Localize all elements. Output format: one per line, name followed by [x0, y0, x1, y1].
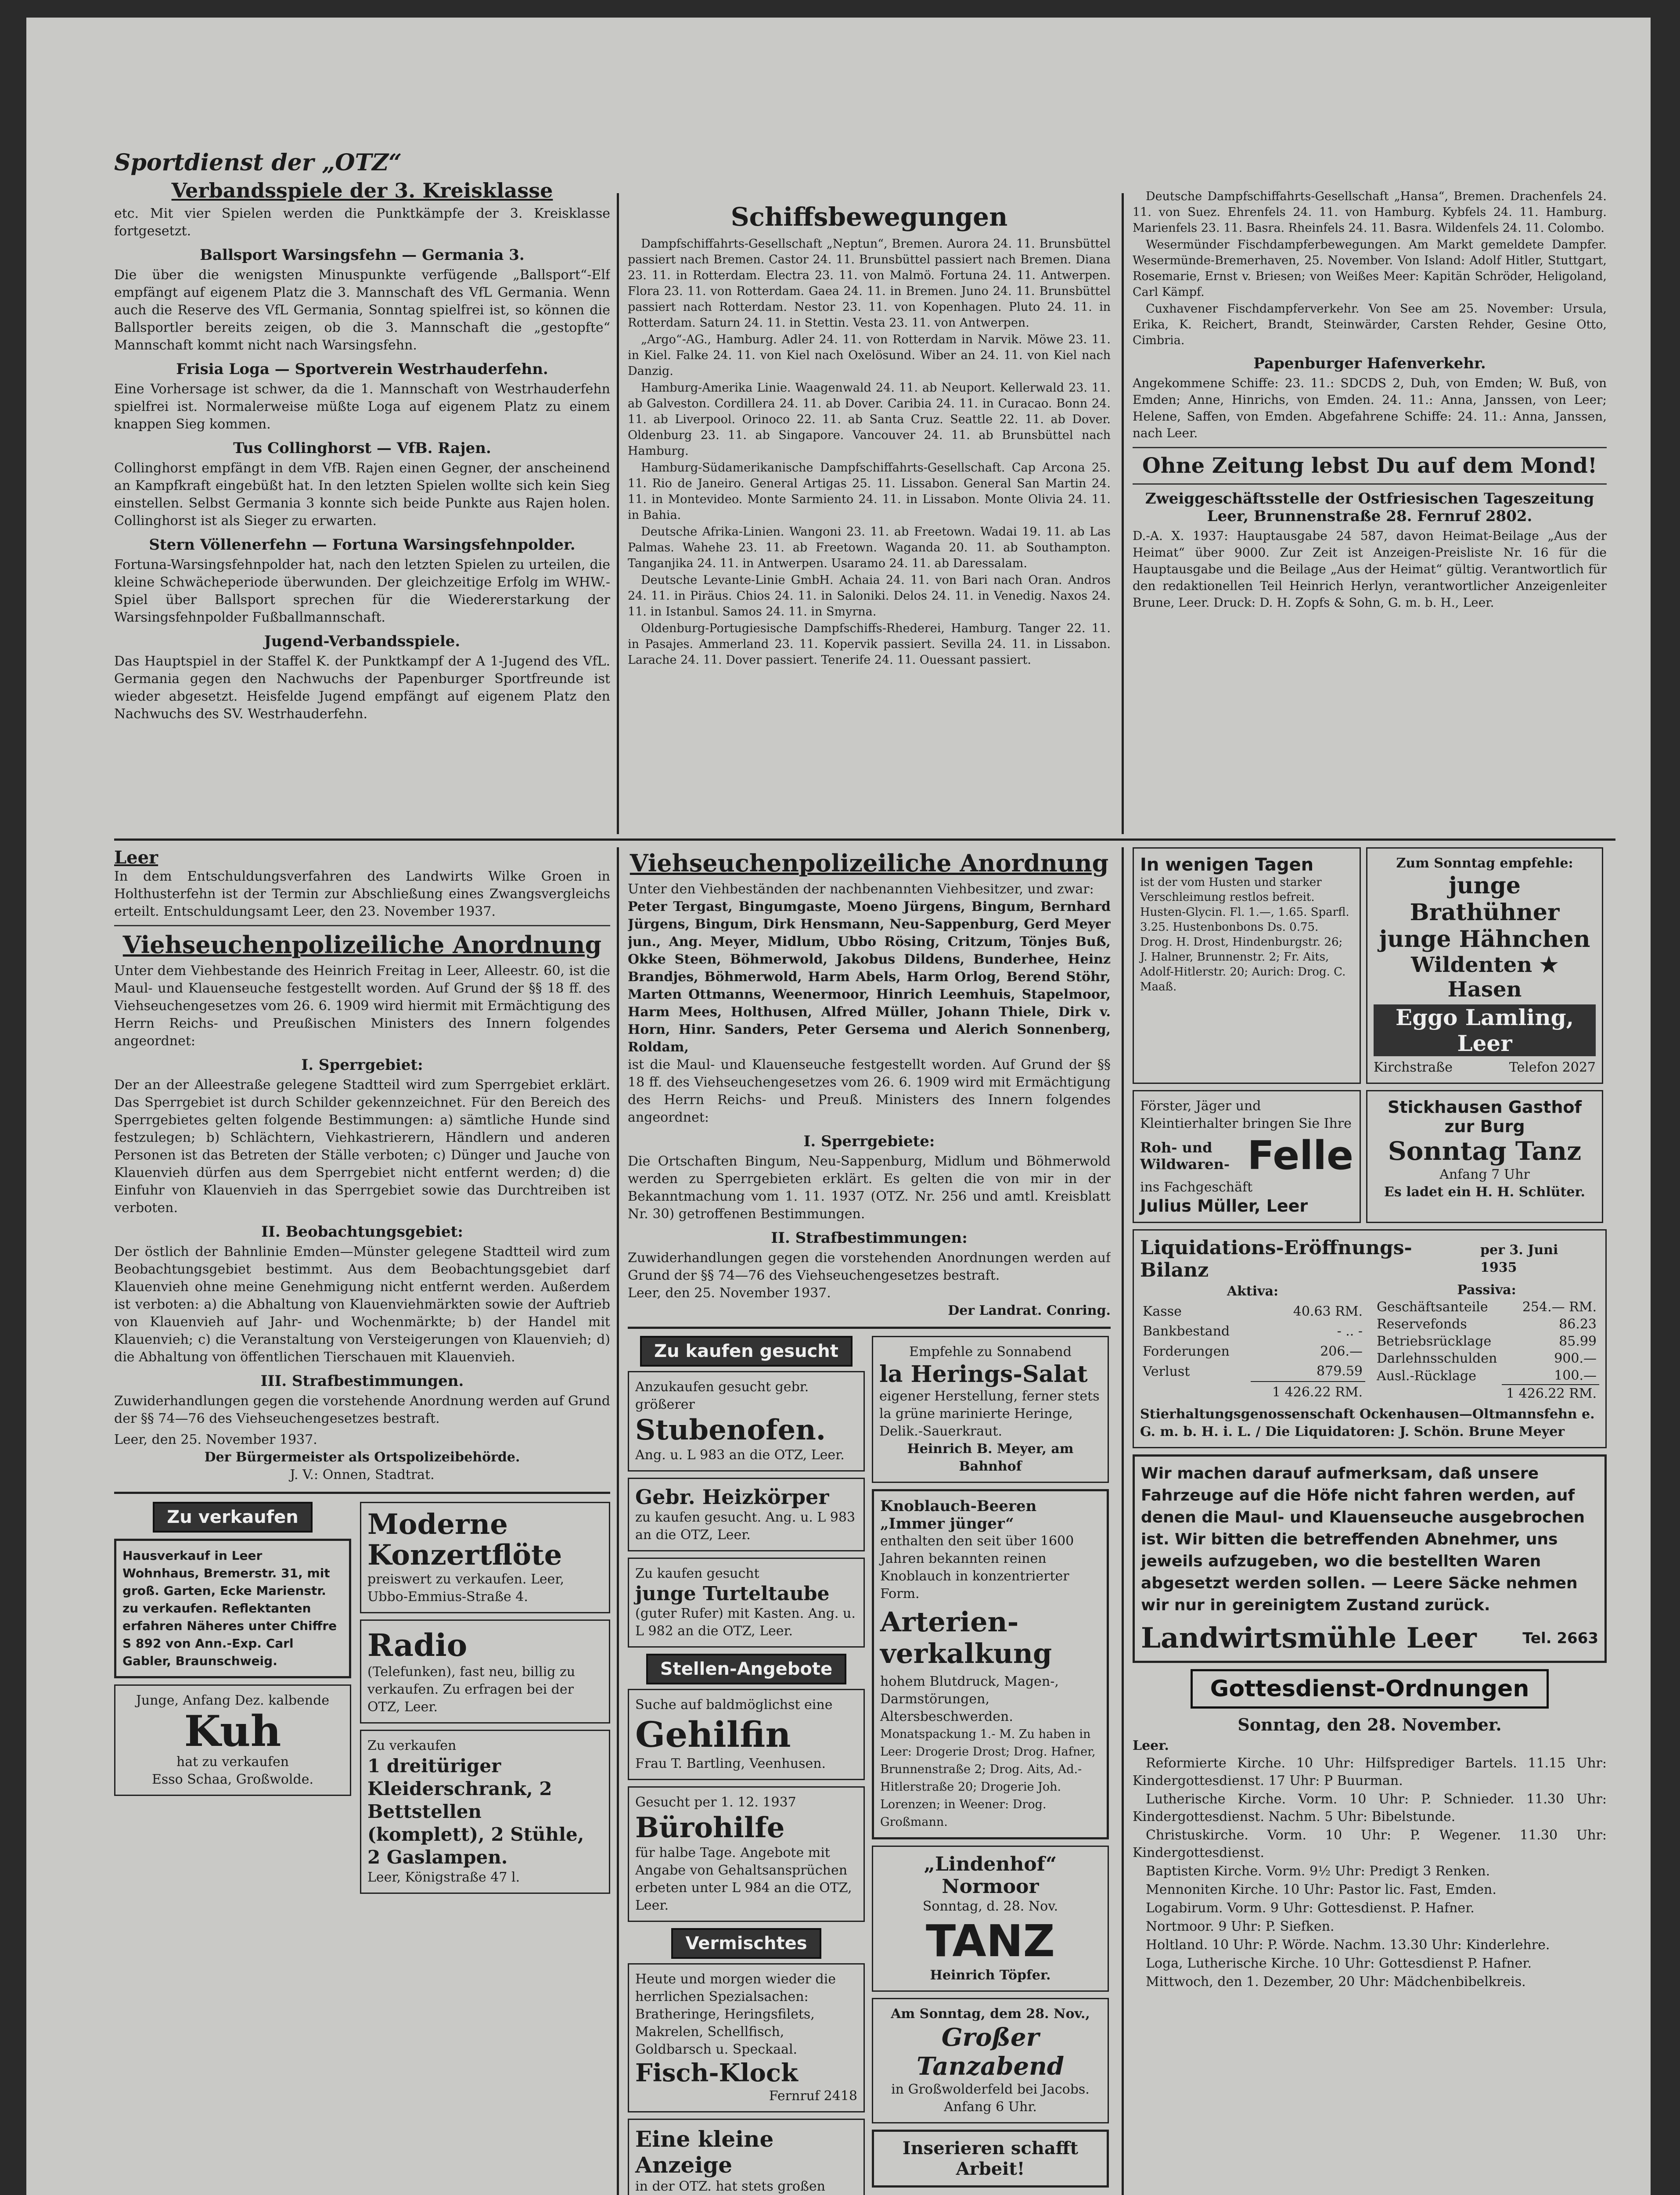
poultry-ad-name: Eggo Lamling, Leer — [1374, 1004, 1596, 1056]
insert-slogan: Inserieren schafft Arbeit! — [902, 2138, 1079, 2179]
list-item: Reformierte Kirche. 10 Uhr: Hilfsprediger Bartels. 11.15 Uhr: Kindergottesdienst. 17 Uhr: P Buurman. — [1133, 1756, 1607, 1788]
dance-evening-date: Am Sonntag, dem 28. Nov., — [891, 2006, 1090, 2022]
branch-address: Leer, Brunnenstraße 28. Fernruf 2802. — [1207, 507, 1533, 525]
sell-ads — [114, 1502, 351, 1900]
fish-ad — [628, 1963, 865, 2112]
column-left — [114, 149, 610, 830]
list-item: Baptisten Kirche. Vorm. 9½ Uhr: Predigt 3 Renken. — [1146, 1864, 1490, 1879]
cow-ad-sign: Esso Schaa, Großwolde. — [151, 1772, 314, 1787]
herring-ad-small: Empfehle zu Sonnabend — [909, 1344, 1072, 1360]
match-text: Eine Vorhersage ist schwer, da die 1. Mannschaft von Westrhauderfehn spielfrei ist. Normalerweise müßte Loga auf eigenem Platz zu einem knappen Sieg kommen. — [114, 381, 610, 432]
list-item: Lutherische Kirche. Vorm. 10 Uhr: P. Schnieder. 11.30 Uhr: Kindergottesdienst. Nachm. 5 Uhr: Bibelstunde. — [1133, 1792, 1607, 1824]
decree-section-text: Zuwiderhandlungen gegen die vorstehende Anordnung werden auf Grund der §§ 74—76 des Viehseuchengesetzes bestraft. — [114, 1393, 610, 1426]
assistant-ad-small: Suche auf baldmöglichst eine — [635, 1697, 833, 1713]
section-label: Stellen-Angebote — [646, 1654, 846, 1684]
ships-entry: Wesermünder Fischdampferbewegungen. Am Markt gemeldete Dampfer. Wesermünde-Bremerhaven, 25. November. Von Island: Adolf Hitler, Stuttgart, Rosemarie, Ernst v. Briesen; von Weißes Meer: Kapitän Schröder, Heligoland, Carl Kämpf. — [1133, 238, 1607, 299]
lindenhof-ad — [872, 1846, 1109, 1992]
ships-paragraph — [628, 236, 1111, 668]
church-label-wrap — [1133, 1669, 1607, 1709]
table-cell: 206.— — [1320, 1343, 1363, 1359]
notice-text: In dem Entschuldungsverfahren des Landwirts Wilke Groen in Holthusterfehn ist der Termin zur Abschließung eines Zwangsvergleichs erteilt. Entschuldungsamt Leer, den 23. November 1937. — [114, 869, 610, 919]
mill-footer — [1141, 1622, 1598, 1655]
ads-row — [114, 1502, 610, 1900]
lindenhof-place: Normoor — [942, 1875, 1039, 1898]
table-cell: 100.— — [1554, 1368, 1597, 1383]
right-ads-row-2 — [1133, 1090, 1607, 1229]
poultry-ad-address: Kirchstraße — [1374, 1060, 1453, 1075]
assistant-ad-big: Gehilfin — [635, 1714, 791, 1755]
sport-header: Sportdienst der „OTZ“ — [114, 149, 402, 176]
mill-notice-text: Wir machen darauf aufmerksam, daß unsere Fahrzeuge auf die Höfe nicht fahren werden, auf denen die Maul- und Klauenseuche ausgebrochen ist. Wir bitten die betreffenden Abnehmer, uns jeweils aufzugeben, wo die bestellten Waren abgesetzt werden sollen. — Leere Säcke nehmen wir nur in gereinigtem Zustand zurück. — [1141, 1465, 1585, 1614]
stove-ad-ref: Ang. u. L 983 an die OTZ, Leer. — [635, 1447, 845, 1463]
table-cell: Reservefonds — [1377, 1317, 1467, 1332]
fish-ad-tel: Fernruf 2418 — [769, 2088, 857, 2104]
decree-date: Leer, den 25. November 1937. — [114, 1432, 317, 1447]
ships-entry: Deutsche Afrika-Linien. Wangoni 23. 11. ab Freetown. Wadai 19. 11. ab Las Palmas. Wahehe 23. 11. ab Freetown. Waganda 20. 11. ab Southampton. Tanganjika 24. 11. in Antwerpen. Usaramo 24. 11. ab Daressalam. — [628, 525, 1111, 570]
table-row — [1140, 1361, 1365, 1382]
ships-entry: Cuxhavener Fischdampferverkehr. Von See am 25. November: Ursula, Erika, K. Reichert, Brandt, Steinwärder, Carsten Rehder, Gesine Otto, Cimbria. — [1133, 302, 1607, 347]
flute-ad — [360, 1502, 610, 1613]
garlic-ad-big: Arterien-verkalkung — [880, 1606, 1052, 1670]
table-cell: Darlehnsschulden — [1377, 1351, 1497, 1366]
fur-ad-row — [1140, 1133, 1353, 1179]
list-item: Logabirum. Vorm. 9 Uhr: Gottesdienst. P. Hafner. — [1146, 1900, 1475, 1916]
fur-ad-rest: ins Fachgeschäft — [1140, 1180, 1253, 1195]
church-list — [1133, 1755, 1607, 1991]
table-row — [1374, 1299, 1599, 1316]
radio-ad-big: Radio — [367, 1627, 468, 1663]
table-cell: 254.— RM. — [1522, 1299, 1597, 1315]
office-ad-text: für halbe Tage. Angebote mit Angabe von Gehaltsansprüchen erbeten unter L 984 an die OTZ, Leer. — [635, 1845, 852, 1913]
radiator-ad-big: Gebr. Heizkörper — [635, 1485, 829, 1509]
furniture-ad — [360, 1730, 610, 1894]
decree-text: ist die Maul- und Klauenseuche festgestellt worden. Auf Grund der §§ 18 ff. des Viehseuchengesetzes vom 26. 6. 1909 wird mit Ermächtigung des Herrn Reichs- und Preuß. Ministers des Innern folgendes angeordnet: — [628, 1057, 1111, 1125]
sell-label-wrap — [114, 1502, 351, 1533]
dance-evening-time: Anfang 6 Uhr. — [944, 2099, 1037, 2115]
divider — [1133, 483, 1607, 485]
stickhausen-sign: Es ladet ein H. H. Schlüter. — [1384, 1184, 1585, 1200]
ships-entry: Hamburg-Südamerikanische Dampfschiffahrts-Gesellschaft. Cap Arcona 25. 11. Rio de Janeiro. General Artigas 25. 11. Lissabon. General San Martin 24. 11. in Montevideo. Monte Sarmiento 24. 11. in Lissabon. Monte Olivia 24. 11. in Bahia. — [628, 461, 1111, 522]
table-cell: 86.23 — [1559, 1317, 1597, 1332]
herring-ad-text: eigener Herstellung, ferner stets la grüne marinierte Heringe, Delik.-Sauerkraut. — [879, 1389, 1100, 1439]
cough-ad-big: In wenigen Tagen — [1140, 855, 1314, 875]
right-ads-row — [1133, 847, 1607, 1090]
match-heading: Jugend-Verbandsspiele. — [264, 633, 460, 650]
herring-ad-sign: Heinrich B. Meyer, am Bahnhof — [907, 1441, 1074, 1474]
flute-ad-big: Moderne Konzertflöte — [367, 1508, 562, 1572]
list-item: Nortmoor. 9 Uhr: P. Siefken. — [1146, 1919, 1335, 1934]
divider — [628, 1327, 1111, 1329]
table-cell: Geschäftsanteile — [1377, 1299, 1488, 1315]
column-right-top — [1133, 189, 1607, 834]
ships-entry: Hamburg-Amerika Linie. Waagenwald 24. 11. ab Neuport. Kellerwald 23. 11. ab Galveston. Cordillera 24. 11. ab Dover. Caribia 24. 11. in Curacao. Bonn 24. 11. ab Liverpool. Orinoco 22. 11. ab Santa Cruz. Seattle 22. 11. ab Dover. Oldenburg 23. 11. ab Singapore. Vancouver 24. 11. ab Brunsbüttel nach Hamburg. — [628, 381, 1111, 458]
divider — [114, 1492, 610, 1494]
balance-title-row — [1140, 1237, 1599, 1281]
lower-right — [1133, 847, 1607, 2195]
fur-ad-small: Förster, Jäger und Kleintierhalter bringen Sie Ihre — [1140, 1098, 1352, 1131]
decree-section-text: Der an der Alleestraße gelegene Stadtteil wird zum Sperrgebiet erklärt. Das Sperrgebiet ist durch Schilder gekennzeichnet. Für den Bereich des Sperrgebietes gelten folgende Bestimmungen: a) sämtliche Hunde sind festzulegen; b) Schlächtern, Viehkastrierern, Händlern und anderen Personen ist das Betreten der Ställe verboten; c) Dünger und Jauche von Klauenvieh dürfen aus dem Sperrgebiet nicht entfernt werden; d) die Einfuhr von Klauenvieh in das Sperrgebiet sowie das Durchtreiben ist verboten. — [114, 1077, 610, 1216]
cow-ad-big: Kuh — [184, 1706, 281, 1756]
ships-continued — [1133, 189, 1607, 349]
radiator-ad-text: zu kaufen gesucht. Ang. u. L 983 an die OTZ, Leer. — [635, 1510, 856, 1543]
shop-ads — [872, 1336, 1109, 2195]
office-ad-small: Gesucht per 1. 12. 1937 — [635, 1795, 796, 1810]
table-row — [1140, 1321, 1365, 1341]
radio-ad-text: (Telefunken), fast neu, billig zu verkaufen. Zu erfragen bei der OTZ, Leer. — [367, 1664, 576, 1715]
decree-intro: Unter den Viehbeständen der nachbenannten Viehbesitzer, und zwar: — [628, 882, 1094, 897]
table-cell: Bankbestand — [1143, 1324, 1230, 1339]
horizontal-divider — [114, 838, 1615, 841]
match-heading: Ballsport Warsingsfehn — Germania 3. — [200, 246, 525, 264]
ships-entry: Deutsche Dampfschiffahrts-Gesellschaft „Hansa“, Bremen. Drachenfels 24. 11. von Suez. Ehrenfels 24. 11. von Hamburg. Kybfels 24. 11. Hamburg. Marienfels 23. 11. Basra. Rheinfels 24. 11. Basra. Wildenfels 24. 11. Colombo. — [1133, 190, 1607, 235]
balance-passiva-head: Passiva: — [1457, 1282, 1516, 1298]
fish-ad-text: Heute und morgen wieder die herrlichen Spezialsachen: Bratheringe, Heringsfilets, Makrelen, Schellfisch, Goldbarsch u. Speckaal. — [635, 1972, 836, 2057]
decree-signature: J. V.: Onnen, Stadtrat. — [290, 1467, 435, 1483]
dove-ad — [628, 1558, 865, 1648]
decree-section: II. Strafbestimmungen: — [771, 1229, 968, 1247]
fur-ad-mid: Roh- und Wildwaren- — [1140, 1139, 1230, 1173]
branch-text: D.-A. X. 1937: Hauptausgabe 24 587, davon Heimat-Beilage „Aus der Heimat“ über 9000. Zur Zeit ist Anzeigen-Preisliste Nr. 16 für die Hauptausgabe und die Beilage „Aus der Heimat“ gültig. Verantwortlich für den redaktionellen Teil Heinrich Herlyn, verantwortlicher Anzeigenleiter Brune, Leer. Druck: D. H. Zopfs & Sohn, G. m. b. H., Leer. — [1133, 529, 1607, 610]
ships-entry: „Argo“-AG., Hamburg. Adler 24. 11. von Rotterdam in Narvik. Möwe 23. 11. in Kiel. Falke 24. 11. von Kiel nach Oxelösund. Wiber an 24. 11. von Kiel nach Danzig. — [628, 333, 1111, 378]
decree-title: Viehseuchenpolizeiliche Anordnung — [122, 931, 602, 959]
poultry-ad-item: junge Hähnchen — [1379, 926, 1590, 953]
branch-heading: Zweiggeschäftsstelle der Ostfriesischen Tageszeitung — [1145, 490, 1594, 507]
decree-section-text: Der östlich der Bahnlinie Emden—Münster gelegene Stadtteil wird zum Beobachtungsgebiet bestimmt. Aus dem Beobachtungsgebiet darf Klauenvieh ohne meine Genehmigung nicht entfernt werden. Außerdem ist verboten: a) die Abhaltung von Klauenviehmärkten sowie der Auftrieb von Klauenvieh auf Jahr- und Wochenmärkte; b) der Handel mit Klauenvieh; c) die Veranstaltung von Versteigerungen von Klauenvieh; d) die Abhaltung von öffentlichen Tierschauen mit Klauenvieh. — [114, 1244, 610, 1365]
ships-title: Schiffsbewegungen — [730, 202, 1008, 232]
mill-tel: Tel. 2663 — [1522, 1629, 1598, 1647]
table-cell: 40.63 RM. — [1293, 1303, 1363, 1319]
stove-ad-big: Stubenofen. — [635, 1414, 826, 1447]
table-cell: Kasse — [1143, 1303, 1182, 1319]
herring-ad-big: la Herings-Salat — [879, 1361, 1088, 1388]
list-item: Mittwoch, den 1. Dezember, 20 Uhr: Mädchenbibelkreis. — [1146, 1974, 1526, 1990]
table-cell: 85.99 — [1559, 1334, 1597, 1349]
table-row — [1374, 1350, 1599, 1367]
misc-label-wrap — [628, 1928, 865, 1959]
cow-ad-rest: hat zu verkaufen — [176, 1754, 289, 1770]
table-row — [1140, 1301, 1365, 1321]
fish-ad-big: Fisch-Klock — [635, 2058, 798, 2087]
stove-ad-small: Anzukaufen gesucht gebr. größerer — [635, 1379, 809, 1412]
mid-ads-row — [628, 1336, 1111, 2195]
list-item: Holtland. 10 Uhr: P. Wörde. Nachm. 13.30 Uhr: Kinderlehre. — [1146, 1937, 1550, 1953]
fur-ad-name: Julius Müller, Leer — [1140, 1196, 1308, 1216]
balance-passiva — [1374, 1281, 1599, 1402]
garlic-ad-sub: hohem Blutdruck, Magen-, Darmstörungen, Altersbeschwerden. — [880, 1674, 1059, 1724]
table-cell: - .. - — [1337, 1324, 1363, 1339]
match-text: Collinghorst empfängt in dem VfB. Rajen einen Gegner, der anscheinend an Kampfkraft eingebüßt hat. In den letzten Spielen wollte sich kein Sieg einstellen. Selbst Germania 3 konnte sich beide Punkte aus Rajen holen. Collinghorst ist als Sieger zu erwarten. — [114, 461, 610, 529]
column-middle-top — [628, 202, 1111, 834]
section-label: Zu kaufen gesucht — [640, 1336, 853, 1367]
section-label: Zu verkaufen — [153, 1502, 312, 1533]
decree-signature: Der Bürgermeister als Ortspolizeibehörde. — [204, 1450, 520, 1465]
cough-ad-shops: Drog. H. Drost, Hindenburgstr. 26; J. Halner, Brunnenstr. 2; Fr. Aits, Adolf-Hitlerstr. 20; Aurich: Drog. C. Maaß. — [1140, 936, 1346, 993]
table-row — [1374, 1367, 1599, 1385]
house-ad: Hausverkauf in Leer Wohnhaus, Bremerstr. 31, mit groß. Garten, Ecke Marienstr. zu verkaufen. Reflektanten erfahren Näheres unter Chiffre S 892 von Ann.-Exp. Carl Gabler, Braunschweig. — [114, 1539, 351, 1678]
dance-evening-big: Großer Tanzabend — [916, 2023, 1065, 2081]
balance-columns — [1140, 1281, 1599, 1402]
divider — [1133, 447, 1607, 448]
table-row — [1374, 1316, 1599, 1333]
column-divider — [1122, 847, 1124, 2195]
furniture-ad-small: Zu verkaufen — [367, 1738, 457, 1753]
radiator-ad — [628, 1478, 865, 1551]
mill-notice — [1133, 1454, 1607, 1663]
mill-name: Landwirtsmühle Leer — [1141, 1622, 1477, 1655]
match-text: Fortuna-Warsingsfehnpolder hat, nach den letzten Spielen zu urteilen, die kleine Schwächeperiode überwunden. Der gleichzeitige Erfolg im WHW.-Spiel über Ballsport sprechen für die Wiedererstarkung der Warsingsfehnpolder Fußballmannschaft. — [114, 557, 610, 625]
office-ad — [628, 1786, 865, 1922]
decree-section-text: Zuwiderhandlungen gegen die vorstehenden Anordnungen werden auf Grund der §§ 74—76 des Viehseuchengesetzes bestraft. — [628, 1250, 1111, 1283]
divider — [114, 925, 610, 926]
decree-names: Peter Tergast, Bingumgaste, Moeno Jürgens, Bingum, Bernhard Jürgens, Bingum, Dirk Hensmann, Neu-Sappenburg, Gerd Meyer jun., Ang. Meyer, Midlum, Ubbo Rösing, Critzum, Tönjes Buß, Okke Steen, Böhmerwold, Jakobus Dildens, Bunderhee, Heinz Brandjes, Böhmerwold, Harm Abels, Harm Orlog, Berend Stöhr, Marten Ottmanns, Weenermoor, Hinrich Leemhuis, Stapelmoor, Harm Mees, Holthusen, Alfred Müller, Johann Thiele, Dirk v. Horn, Hinr. Sanders, Peter Gersema und Alerich Sonnenberg, Roldam, — [628, 899, 1111, 1055]
garlic-ad-text: enthalten den seit über 1600 Jahren bekannten reinen Knoblauch in konzentrierter Form. — [880, 1533, 1074, 1601]
newspaper-page — [26, 18, 1651, 2195]
decree-section-text: Die Ortschaften Bingum, Neu-Sappenburg, Midlum und Böhmerwold werden zu Sperrgebieten erklärt. Es gelten die von mir in der Bekanntmachung vom 1. 11. 1937 (OTZ. Nr. 256 und amtl. Kreisblatt Nr. 30) getroffenen Bestimmungen. — [628, 1154, 1111, 1222]
insert-slogan-ad — [872, 2130, 1109, 2188]
decree-section: III. Strafbestimmungen. — [260, 1372, 464, 1390]
column-divider — [617, 193, 619, 834]
poultry-ad-item: junge Brathühner — [1410, 872, 1560, 926]
balance-aktiva-head: Aktiva: — [1227, 1284, 1279, 1299]
sport-title: Verbandsspiele der 3. Kreisklasse — [171, 179, 553, 202]
garlic-ad — [872, 1489, 1109, 1839]
poultry-ad-item: Wildenten ★ Hasen — [1411, 953, 1558, 1002]
match-heading: Tus Collinghorst — VfB. Rajen. — [233, 439, 491, 457]
stickhausen-top: Stickhausen Gasthof zur Burg — [1387, 1098, 1582, 1136]
garlic-ad-shops: Monatspackung 1.- M. Zu haben in Leer: Drogerie Drost; Drog. Hafner, Brunnenstraße 2; Drog. Aits, Ad.-Hitlerstraße 20; Drogerie Joh. Lorenzen; in Weener: Drog. Großmann. — [880, 1727, 1096, 1829]
stickhausen-big: Sonntag Tanz — [1388, 1136, 1582, 1166]
cow-ad-small: Junge, Anfang Dez. kalbende — [136, 1693, 330, 1708]
garlic-ad-head: Knoblauch-Beeren „Immer jünger“ — [880, 1497, 1037, 1533]
lower-left — [114, 847, 610, 2195]
small-ad-title: Eine kleine Anzeige — [635, 2126, 774, 2178]
harbor-heading: Papenburger Hafenverkehr. — [1253, 355, 1486, 372]
buy-jobs-ads — [628, 1336, 865, 2195]
decree-signature: Der Landrat. Conring. — [948, 1303, 1111, 1318]
stickhausen-ad — [1366, 1090, 1603, 1223]
section-label: Gottesdienst-Ordnungen — [1191, 1669, 1549, 1709]
poultry-ad-footer — [1374, 1059, 1596, 1076]
fur-ad-big: Felle — [1247, 1133, 1353, 1179]
balance-title: Liquidations-Eröffnungs-Bilanz — [1140, 1237, 1412, 1281]
lindenhof-big: TANZ — [925, 1915, 1055, 1967]
poultry-ad — [1366, 847, 1603, 1084]
furniture-ad-address: Leer, Königstraße 47 l. — [367, 1870, 520, 1885]
fur-ad — [1133, 1090, 1361, 1223]
poultry-ad-small: Zum Sonntag empfehle: — [1396, 856, 1573, 871]
section-label: Vermischtes — [671, 1928, 821, 1959]
table-cell: 900.— — [1554, 1351, 1597, 1366]
dove-ad-small: Zu kaufen gesucht — [635, 1566, 759, 1581]
balance-total: 1 426.22 RM. — [1251, 1382, 1365, 1402]
balance-aktiva — [1140, 1281, 1365, 1402]
cough-ad-text: ist der vom Husten und starker Verschleimung restlos befreit. Husten-Glycin. Fl. 1.—, 1.65. Sparfl. 3.25. Hustenbonbons Ds. 0.75. — [1140, 876, 1349, 934]
balance-sheet — [1133, 1229, 1607, 1448]
balance-total: 1 426.22 RM. — [1502, 1385, 1599, 1402]
match-text: Das Hauptspiel in der Staffel K. der Punktkampf der A 1-Jugend des VfL. Germania gegen den Nachwuchs der Papenburger Sportfreunde ist wieder abgesetzt. Heisfelde Jugend empfängt auf eigenem Platz den Nachwuchs des SV. Westrhauderfehn. — [114, 654, 610, 722]
table-row — [1374, 1333, 1599, 1350]
list-item: Loga, Lutherische Kirche. 10 Uhr: Gottesdienst P. Hafner. — [1146, 1956, 1532, 1971]
column-divider — [1122, 193, 1124, 834]
harbor-text: Angekommene Schiffe: 23. 11.: SDCDS 2, Duh, von Emden; W. Buß, von Emden; Anne, Hinrichs, von Emden. 24. 11.: Anna, Janssen, von Leer; Helene, Saffen, von Emden. Abgefahrene Schiffe: 24. 11.: Anna, Janssen, nach Leer. — [1133, 376, 1607, 440]
table-cell: Ausl.-Rücklage — [1377, 1368, 1476, 1384]
decree-date: Leer, den 25. November 1937. — [628, 1285, 831, 1301]
poultry-ad-tel: Telefon 2027 — [1509, 1060, 1596, 1075]
lindenhof-name: „Lindenhof“ — [924, 1853, 1057, 1875]
dance-evening-place: in Großwolderfeld bei Jacobs. — [891, 2082, 1090, 2097]
herring-ad — [872, 1336, 1109, 1483]
table-row — [1140, 1341, 1365, 1361]
match-text: Die über die wenigsten Minuspunkte verfügende „Ballsport“-Elf empfängt auf eigenem Platz die 3. Mannschaft des VfL Germania. Wenn auch die Reserve des VfL Germania, Sonntag spielfrei ist, so können die Ballsportler bereits zeigen, ob die 3. Mannschaft die „gestopfte“ Mannschaft kommt nicht nach Warsingsfehn. — [114, 267, 610, 353]
balance-company: Stierhaltungsgenossenschaft Ockenhausen—Oltmannsfehn e. G. m. b. H. i. L. / Die Liquidatoren: J. Schön. Brune Meyer — [1140, 1407, 1595, 1439]
slogan: Ohne Zeitung lebst Du auf dem Mond! — [1142, 453, 1597, 478]
match-heading: Stern Völlenerfehn — Fortuna Warsingsfehnpolder. — [149, 536, 576, 554]
ships-entry: Deutsche Levante-Linie GmbH. Achaia 24. 11. von Bari nach Oran. Andros 24. 11. in Piräus. Chios 24. 11. in Saloniki. Delos 24. 11. in Venedig. Naxos 24. 11. in Istanbul. Samos 24. 11. in Smyrna. — [628, 573, 1111, 619]
balance-date: per 3. Juni 1935 — [1480, 1242, 1558, 1275]
list-item: Mennoniten Kirche. 10 Uhr: Pastor lic. Fast, Emden. — [1146, 1882, 1497, 1897]
dance-evening-ad — [872, 1998, 1109, 2123]
furniture-ad-text: 1 dreitüriger Kleiderschrank, 2 Bettstellen (komplett), 2 Stühle, 2 Gaslampen. — [367, 1755, 584, 1868]
lindenhof-sign: Heinrich Töpfer. — [930, 1968, 1051, 1983]
stove-ad — [628, 1371, 865, 1472]
misc-sale-ads — [360, 1502, 610, 1900]
table-cell: 879.59 — [1317, 1364, 1363, 1379]
table-cell: Forderungen — [1143, 1343, 1230, 1359]
assistant-ad — [628, 1689, 865, 1780]
decree-section: I. Sperrgebiet: — [301, 1056, 423, 1074]
column-divider — [617, 847, 619, 2195]
buy-label-wrap — [628, 1336, 865, 1367]
office-ad-big: Bürohilfe — [635, 1811, 785, 1844]
dove-ad-big: junge Turteltaube — [635, 1583, 830, 1605]
stickhausen-time: Anfang 7 Uhr — [1439, 1167, 1530, 1182]
assistant-ad-sign: Frau T. Bartling, Veenhusen. — [635, 1756, 826, 1771]
radio-ad — [360, 1619, 610, 1724]
decree-intro: Unter dem Viehbestande des Heinrich Freitag in Leer, Alleestr. 60, ist die Maul- und Klauenseuche festgestellt worden. Auf Grund der §§ 18 ff. des Viehseuchengesetzes vom 26. 6. 1909 wird hiermit mit Ermächtigung des Herrn Reichs- und Preußischen Ministers des Innern folgendes angeordnet: — [114, 963, 610, 1049]
church-date: Sonntag, den 28. November. — [1238, 1715, 1502, 1734]
jobs-label-wrap — [628, 1654, 865, 1684]
small-ad-promo — [628, 2119, 865, 2195]
ships-entry: Oldenburg-Portugiesische Dampfschiffs-Rhederei, Hamburg. Tanger 22. 11. in Pasajes. Ammerland 23. 11. Kopervik passiert. Sevilla 24. 11. in Lissabon. Larache 24. 11. Dover passiert. Tenerife 24. 11. Ouessant passiert. — [628, 622, 1111, 667]
ships-entry: Dampfschiffahrts-Gesellschaft „Neptun“, Bremen. Aurora 24. 11. Brunsbüttel passiert nach Bremen. Castor 24. 11. Brunsbüttel passiert nach Bremen. Diana 23. 11. in Rotterdam. Electra 23. 11. von Malmö. Fortuna 24. 11. Antwerpen. Flora 23. 11. von Rotterdam. Gaea 24. 11. in Bremen. Juno 24. 11. Brunsbüttel passiert nach Rotterdam. Nestor 23. 11. von Kopenhagen. Pluto 24. 11. in Rotterdam. Saturn 24. 11. in Stettin. Vesta 23. 11. von Antwerpen. — [628, 237, 1111, 330]
lower-middle — [628, 847, 1111, 2195]
church-place: Leer. — [1133, 1738, 1169, 1753]
list-item: Christuskirche. Vorm. 10 Uhr: P. Wegener. 11.30 Uhr: Kindergottesdienst. — [1133, 1828, 1607, 1860]
cough-ad — [1133, 847, 1361, 1084]
decree-title: Viehseuchenpolizeiliche Anordnung — [630, 849, 1109, 877]
decree-section: I. Sperrgebiete: — [803, 1133, 935, 1150]
small-ad-text: in der OTZ. hat stets großen — [635, 2179, 825, 2194]
sport-intro: etc. Mit vier Spielen werden die Punktkämpfe der 3. Kreisklasse fortgesetzt. — [114, 206, 610, 239]
dove-ad-text: (guter Rufer) mit Kasten. Ang. u. L 982 an die OTZ, Leer. — [635, 1606, 856, 1639]
flute-ad-text: preiswert zu verkaufen. Leer, Ubbo-Emmius-Straße 4. — [367, 1572, 565, 1605]
cow-ad — [114, 1684, 351, 1796]
decree-section: II. Beobachtungsgebiet: — [261, 1223, 463, 1241]
lindenhof-date: Sonntag, d. 28. Nov. — [922, 1899, 1058, 1914]
notice-heading: Leer — [114, 847, 158, 868]
match-heading: Frisia Loga — Sportverein Westrhauderfehn. — [176, 360, 548, 378]
table-cell: Betriebsrücklage — [1377, 1334, 1492, 1349]
table-cell: Verlust — [1143, 1364, 1190, 1379]
